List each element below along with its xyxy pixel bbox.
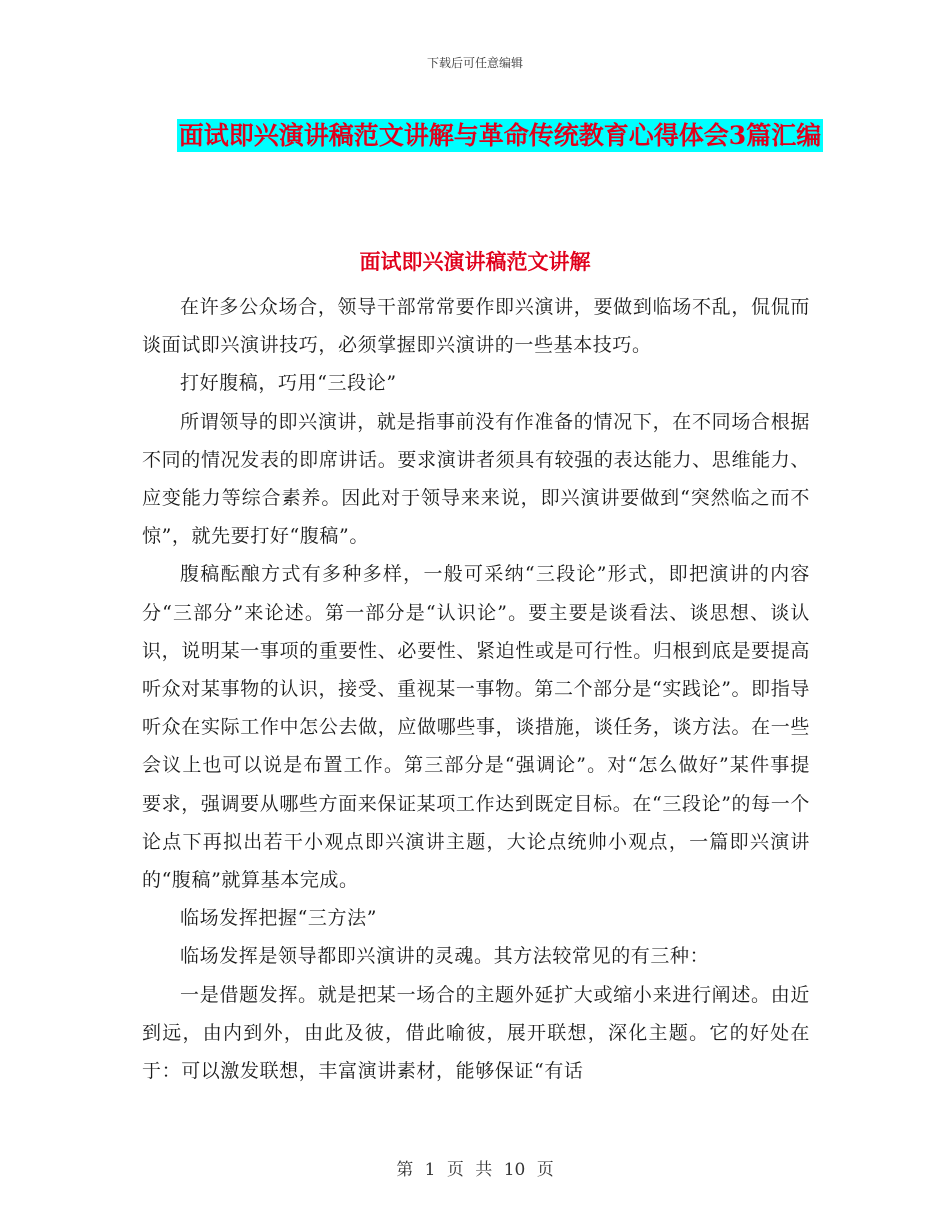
header-note: 下载后可任意编辑 — [426, 56, 523, 70]
paragraph-heading: 打好腹稿，巧用“三段论” — [180, 372, 397, 395]
section-title: 面试即兴演讲稿范文讲解 — [359, 249, 591, 274]
paragraph: 一是借题发挥。就是把某一场合的主题外延扩大或缩小来进行阐述。由近到远，由内到外，由此及彼，借此喻彼，展开联想，深化主题。它的好处在于：可以激发联想，丰富演讲素材，能够保证“有话 — [142, 983, 810, 1083]
paragraph: 临场发挥是领导都即兴演讲的灵魂。其方法较常见的有三种： — [180, 945, 710, 968]
paragraph-heading: 临场发挥把握“三方法” — [180, 907, 378, 930]
document-title-text: 面试即兴演讲稿范文讲解与革命传统教育心得体会3篇汇编 — [178, 121, 822, 150]
paragraph: 所谓领导的即兴演讲，就是指事前没有作准备的情况下，在不同场合根据不同的情况发表的即席讲话。要求演讲者须具有较强的表达能力、思维能力、应变能力等综合素养。因此对于领导来来说，即兴演讲要做到“突然临之而不惊”，就先要打好“腹稿”。 — [142, 410, 810, 548]
paragraph: 在许多公众场合，领导干部常常要作即兴演讲，要做到临场不乱，侃侃而谈面试即兴演讲技巧，必须掌握即兴演讲的一些基本技巧。 — [142, 296, 810, 357]
paragraph: 腹稿酝酿方式有多种多样，一般可采纳“三段论”形式，即把演讲的内容分“三部分”来论述。第一部分是“认识论”。要主要是谈看法、谈思想、谈认识，说明某一事项的重要性、必要性、紧迫性或是可行性。归根到底是要提高听众对某事物的认识，接受、重视某一事物。第二个部分是“实践论”。即指导听众在实际工作中怎公去做，应做哪些事，谈措施，谈任务，谈方法。在一些会议上也可以说是布置工作。第三部分是“强调论”。对“怎么做好”某件事提要求，强调要从哪些方面来保证某项工作达到既定目标。在“三段论”的每一个论点下再拟出若干小观点即兴演讲主题，大论点统帅小观点，一篇即兴演讲的“腹稿”就算基本完成。 — [142, 563, 810, 892]
page-footer: 第 1 页 共 10 页 — [396, 1160, 554, 1180]
body-text — [142, 288, 810, 1090]
document-title — [160, 112, 840, 160]
